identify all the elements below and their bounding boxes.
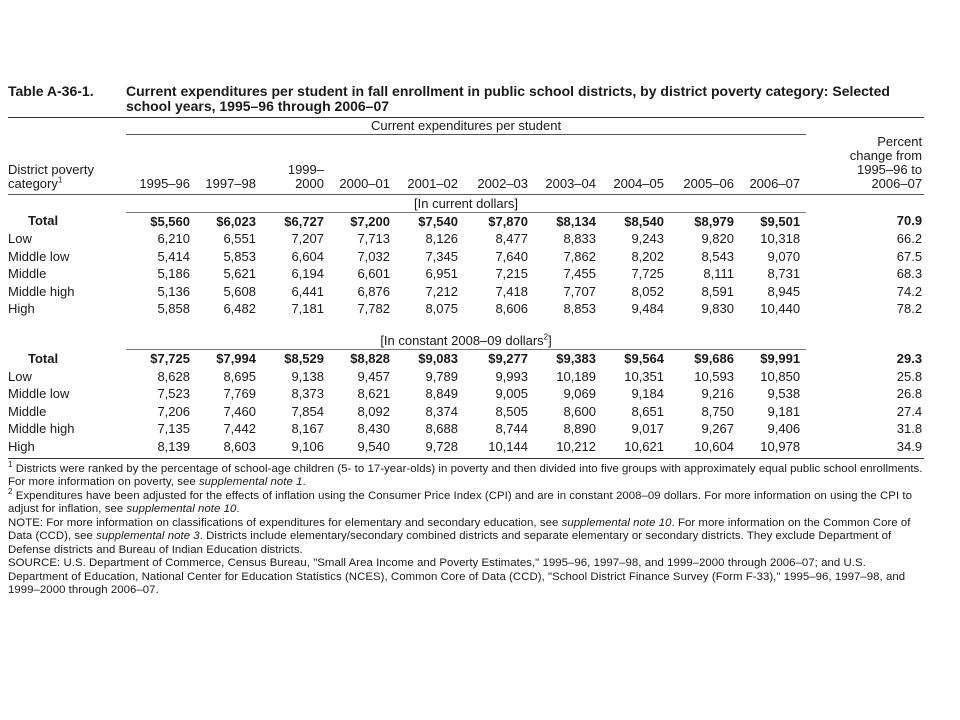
table-cell: 9,216 [701,386,734,402]
table-cell: 8,477 [495,231,528,247]
table-cell: 9,540 [357,439,390,455]
table-cell: $8,529 [284,351,324,367]
column-header-row [8,135,924,195]
table-cell: 9,484 [631,301,664,317]
table-cell: $7,870 [488,213,528,229]
table-note [8,517,924,558]
table-cell: 8,603 [223,439,256,455]
table-cell: 5,414 [157,248,190,264]
table-cell: $9,564 [624,351,664,367]
table-cell: 8,505 [495,403,528,419]
note-text-b: . For more information on the Common Core of Data (CCD), see [8,516,911,543]
footnote-1-ref: supplemental note 1 [198,476,303,489]
table-cell: 8,092 [357,403,390,419]
table-row [8,438,924,456]
table-body [8,194,924,456]
year-header-line: 2000 [295,175,324,191]
table-cell: 9,184 [631,386,664,402]
table-cell: 5,621 [223,266,256,282]
table-cell: $6,023 [216,213,256,229]
year-header-line: 2003–04 [545,175,596,191]
table-cell: 8,853 [563,301,596,317]
note-ref-1: supplemental note 10 [561,516,672,529]
table-cell: 9,267 [701,421,734,437]
table-cell: 7,345 [425,248,458,264]
footnote-1-end: . [302,476,306,489]
table-cell: 8,945 [767,283,801,299]
table-row [8,230,924,248]
table-number: Table A-36-1. [8,83,94,99]
section-header-row [8,194,924,212]
percent-change-cell: 70.9 [896,213,923,229]
table-cell: 8,126 [425,231,458,247]
table-cell: 5,853 [223,248,256,264]
section-label [126,332,806,350]
table-cell: 10,621 [624,439,664,455]
table-cell: 5,608 [223,283,256,299]
table-cell: 8,202 [631,248,664,264]
row-category: Total [28,213,59,229]
row-category: Middle [8,266,47,282]
table-cell: 8,833 [563,231,596,247]
section-label-footnote: 2 [543,332,549,342]
table-row [8,248,924,266]
row-category: High [8,439,35,455]
table-row [8,300,924,318]
table-cell: $9,686 [694,351,734,367]
table-cell: 9,017 [631,421,664,437]
row-category: Middle high [8,421,75,437]
table-cell: 6,876 [357,283,390,299]
footnote-1-text: Districts were ranked by the percentage of school-age children (5- to 17-year-olds) in poverty and then divided into five groups with approximately equal public school enrollments. For more information on poverty, see [8,462,923,489]
row-category: Middle low [8,248,70,264]
table-cell: 9,005 [495,386,528,402]
table-cell: 8,695 [223,368,256,384]
table-cell: 7,769 [223,386,256,402]
table-cell: 8,139 [157,439,190,455]
table-cell: $8,134 [556,213,596,229]
table-title [8,84,924,114]
table-cell: 10,440 [760,301,801,317]
table-cell: $6,727 [284,213,324,229]
year-header-line: 1995–96 [139,175,190,191]
table-cell: 7,181 [291,301,324,317]
table-cell: 7,713 [357,231,390,247]
table-cell: 6,441 [291,283,324,299]
stub-header [8,135,126,195]
table-cell: 8,075 [425,301,458,317]
table-cell: 8,688 [425,421,458,437]
table-cell: 9,457 [357,368,390,384]
table-cell: 8,591 [701,283,734,299]
table-cell: 8,628 [157,368,190,384]
table-cell: 7,207 [291,231,324,247]
year-header [330,135,396,195]
percent-change-cell: 25.8 [896,368,923,384]
table-cell: 6,951 [425,266,458,282]
table-cell: 9,789 [425,368,458,384]
row-category: Middle low [8,386,70,402]
table-cell: 8,750 [701,403,734,419]
year-header [126,135,196,195]
year-header-line: 1999– [287,161,324,177]
table-cell: 8,849 [425,386,458,402]
table-cell: 8,373 [291,386,324,402]
table-cell: 8,744 [495,421,528,437]
table-cell: 7,212 [425,283,458,299]
table-cell: 6,482 [223,301,256,317]
percent-change-header-line: change from [849,147,923,163]
table-row [8,368,924,386]
percent-change-header-line: 1995–96 to [856,161,923,177]
table-cell: 7,460 [223,403,256,419]
footnote-2-end: . [236,503,240,516]
table-cell: 9,993 [495,368,528,384]
table-cell: $9,083 [418,351,458,367]
table-cell: 8,167 [291,421,324,437]
table-cell: 8,890 [563,421,596,437]
footnote-1-marker: 1 [8,459,13,469]
note-text-c: . Districts include elementary/secondary combined districts and separate elementary or secondary districts. They exclude Department of Defense districts and Bureau of Indian Education districts. [8,530,892,556]
section-label-text: [In current dollars] [414,195,519,211]
section-label-close: ] [548,333,552,349]
table-cell: 8,606 [495,301,528,317]
section-label-text: [In constant 2008–09 dollars [380,333,544,349]
table-cell: 6,601 [357,266,390,282]
table-cell: 5,186 [157,266,190,282]
bottom-rule [8,458,924,459]
percent-change-cell: 67.5 [896,248,923,264]
year-header-line: 2001–02 [407,175,458,191]
percent-change-cell: 26.8 [896,386,923,402]
table-cell: $7,725 [150,351,190,367]
table-cell: 9,181 [767,403,801,419]
table-cell: $9,277 [488,351,528,367]
table-cell: 10,212 [556,439,596,455]
table-cell: 9,728 [425,439,458,455]
stub-header-line1: District poverty [8,161,94,177]
table-cell: 10,189 [556,368,596,384]
percent-change-cell: 78.2 [896,301,923,317]
year-header-line: 1997–98 [205,175,256,191]
row-category: High [8,301,35,317]
table-cell: 8,600 [563,403,596,419]
table-cell: 5,858 [157,301,190,317]
table-source: SOURCE: U.S. Department of Commerce, Census Bureau, "Small Area Income and Poverty Estimates," 1995–96, 1997–98, and 1999–2000 through 2006–07; and U.S. Department of Education, National Center for Education Statistics (NCES), Common Core of Data (CCD), "School District Finance Survey (Form F-33)," 1995–96, 1997–98, and 1999–2000 through 2006–07. [8,557,906,597]
percent-change-header-line: Percent [877,133,923,149]
table-cell: 10,318 [760,231,801,247]
year-header [670,135,740,195]
table-cell: 7,862 [563,248,596,264]
table-cell: 5,136 [157,283,190,299]
table-cell: 10,351 [624,368,664,384]
year-header [534,135,602,195]
table-cell: 9,830 [701,301,734,317]
footnote-2-ref: supplemental note 10 [126,503,237,516]
table-cell: 10,978 [760,439,801,455]
section-spacer [8,318,924,332]
table-cell: $7,540 [418,213,458,229]
table-cell: $9,383 [556,351,596,367]
table-cell: 9,538 [767,386,801,402]
table-cell: 9,820 [701,231,734,247]
expenditures-table [8,118,924,456]
section-label [126,194,806,212]
table-caption: Current expenditures per student in fall enrollment in public school districts, by district poverty category: Selected school years, 1995–96 through 2006–07 [126,83,890,114]
year-header-line: 2002–03 [477,175,528,191]
table-cell: 9,070 [767,248,801,264]
row-category: Middle high [8,283,75,299]
year-header-line: 2000–01 [339,175,390,191]
section-header-row [8,332,924,350]
table-cell: 8,111 [703,266,734,282]
table-cell: 7,418 [495,283,528,299]
table-cell: 7,032 [357,248,390,264]
stub-header-footnote: 1 [57,175,63,185]
footnote-2 [8,486,924,517]
stub-header-line2: category [8,175,58,191]
table-cell: 7,442 [223,421,256,437]
table-row [8,420,924,438]
year-header [464,135,534,195]
table-cell: 8,543 [701,248,734,264]
year-header [740,135,806,195]
table-cell: 7,707 [563,283,596,299]
percent-change-cell: 34.9 [896,439,923,455]
table-cell: 6,551 [223,231,256,247]
table-cell: 7,215 [495,266,528,282]
note-ref-2: supplemental note 3 [96,530,200,543]
table-cell: 7,782 [357,301,390,317]
table-cell: 7,455 [563,266,596,282]
table-cell: 6,210 [157,231,190,247]
row-category: Total [28,350,59,366]
table-cell: 8,621 [357,386,390,402]
year-header [602,135,670,195]
table-cell: 10,593 [694,368,734,384]
table-cell: 6,604 [291,248,324,264]
table-row [8,350,924,368]
table-cell: 8,731 [767,266,801,282]
table-cell: 9,243 [631,231,664,247]
table-row [8,283,924,301]
table-cell: 8,430 [357,421,390,437]
table-cell: 7,523 [157,386,190,402]
percent-change-header [806,135,924,195]
group-header: Current expenditures per student [126,118,806,135]
table-cell: $8,540 [624,213,664,229]
table-cell: 8,651 [631,403,664,419]
row-category: Middle [8,403,47,419]
table-cell: 7,640 [495,248,528,264]
percent-change-cell: 31.8 [896,421,923,437]
footnote-2-text: Expenditures have been adjusted for the effects of inflation using the Consumer Price Index (CPI) and are in constant 2008–09 dollars. For more information on using the CPI to adjust for inflation, see [8,489,912,516]
table-cell: 9,069 [563,386,596,402]
percent-change-cell: 66.2 [896,231,923,247]
year-header [262,135,330,195]
percent-change-cell: 29.3 [896,350,923,366]
table-cell: $7,200 [350,213,390,229]
table-cell: 10,144 [488,439,528,455]
year-header-line: 2004–05 [613,175,664,191]
table-cell: 9,406 [767,421,801,437]
table-cell: $9,991 [760,351,801,367]
percent-change-cell: 74.2 [896,283,923,299]
group-header-row [8,118,924,135]
year-header-line: 2005–06 [683,175,734,191]
year-header-line: 2006–07 [749,175,801,191]
table-cell: 8,374 [425,403,458,419]
table-cell: $8,979 [694,213,734,229]
table-cell: 7,725 [631,266,664,282]
table-row [8,265,924,283]
table-cell: $8,828 [350,351,390,367]
table-cell: 8,052 [631,283,664,299]
percent-change-cell: 27.4 [896,403,923,419]
table-notes [8,459,924,598]
year-header [196,135,262,195]
footnote-1 [8,459,924,490]
footnote-2-marker: 2 [8,486,13,496]
table-cell: $7,994 [216,351,256,367]
table-cell: $9,501 [760,213,801,229]
year-header [396,135,464,195]
table-cell: 7,854 [291,403,324,419]
table-cell: 9,106 [291,439,324,455]
table-row [8,212,924,230]
note-text-a: NOTE: For more information on classifications of expenditures for elementary and secondary education, see [8,516,562,529]
row-category: Low [8,231,32,247]
document-page [8,84,924,598]
table-cell: 7,135 [157,421,190,437]
percent-change-header-line: 2006–07 [871,175,923,191]
table-cell: 6,194 [291,266,324,282]
table-row [8,385,924,403]
table-row [8,403,924,421]
table-cell: 9,138 [291,368,324,384]
table-cell: 7,206 [157,403,190,419]
percent-change-cell: 68.3 [896,266,923,282]
table-cell: 10,604 [694,439,734,455]
row-category: Low [8,368,32,384]
table-cell: $5,560 [150,213,190,229]
table-cell: 10,850 [760,368,801,384]
